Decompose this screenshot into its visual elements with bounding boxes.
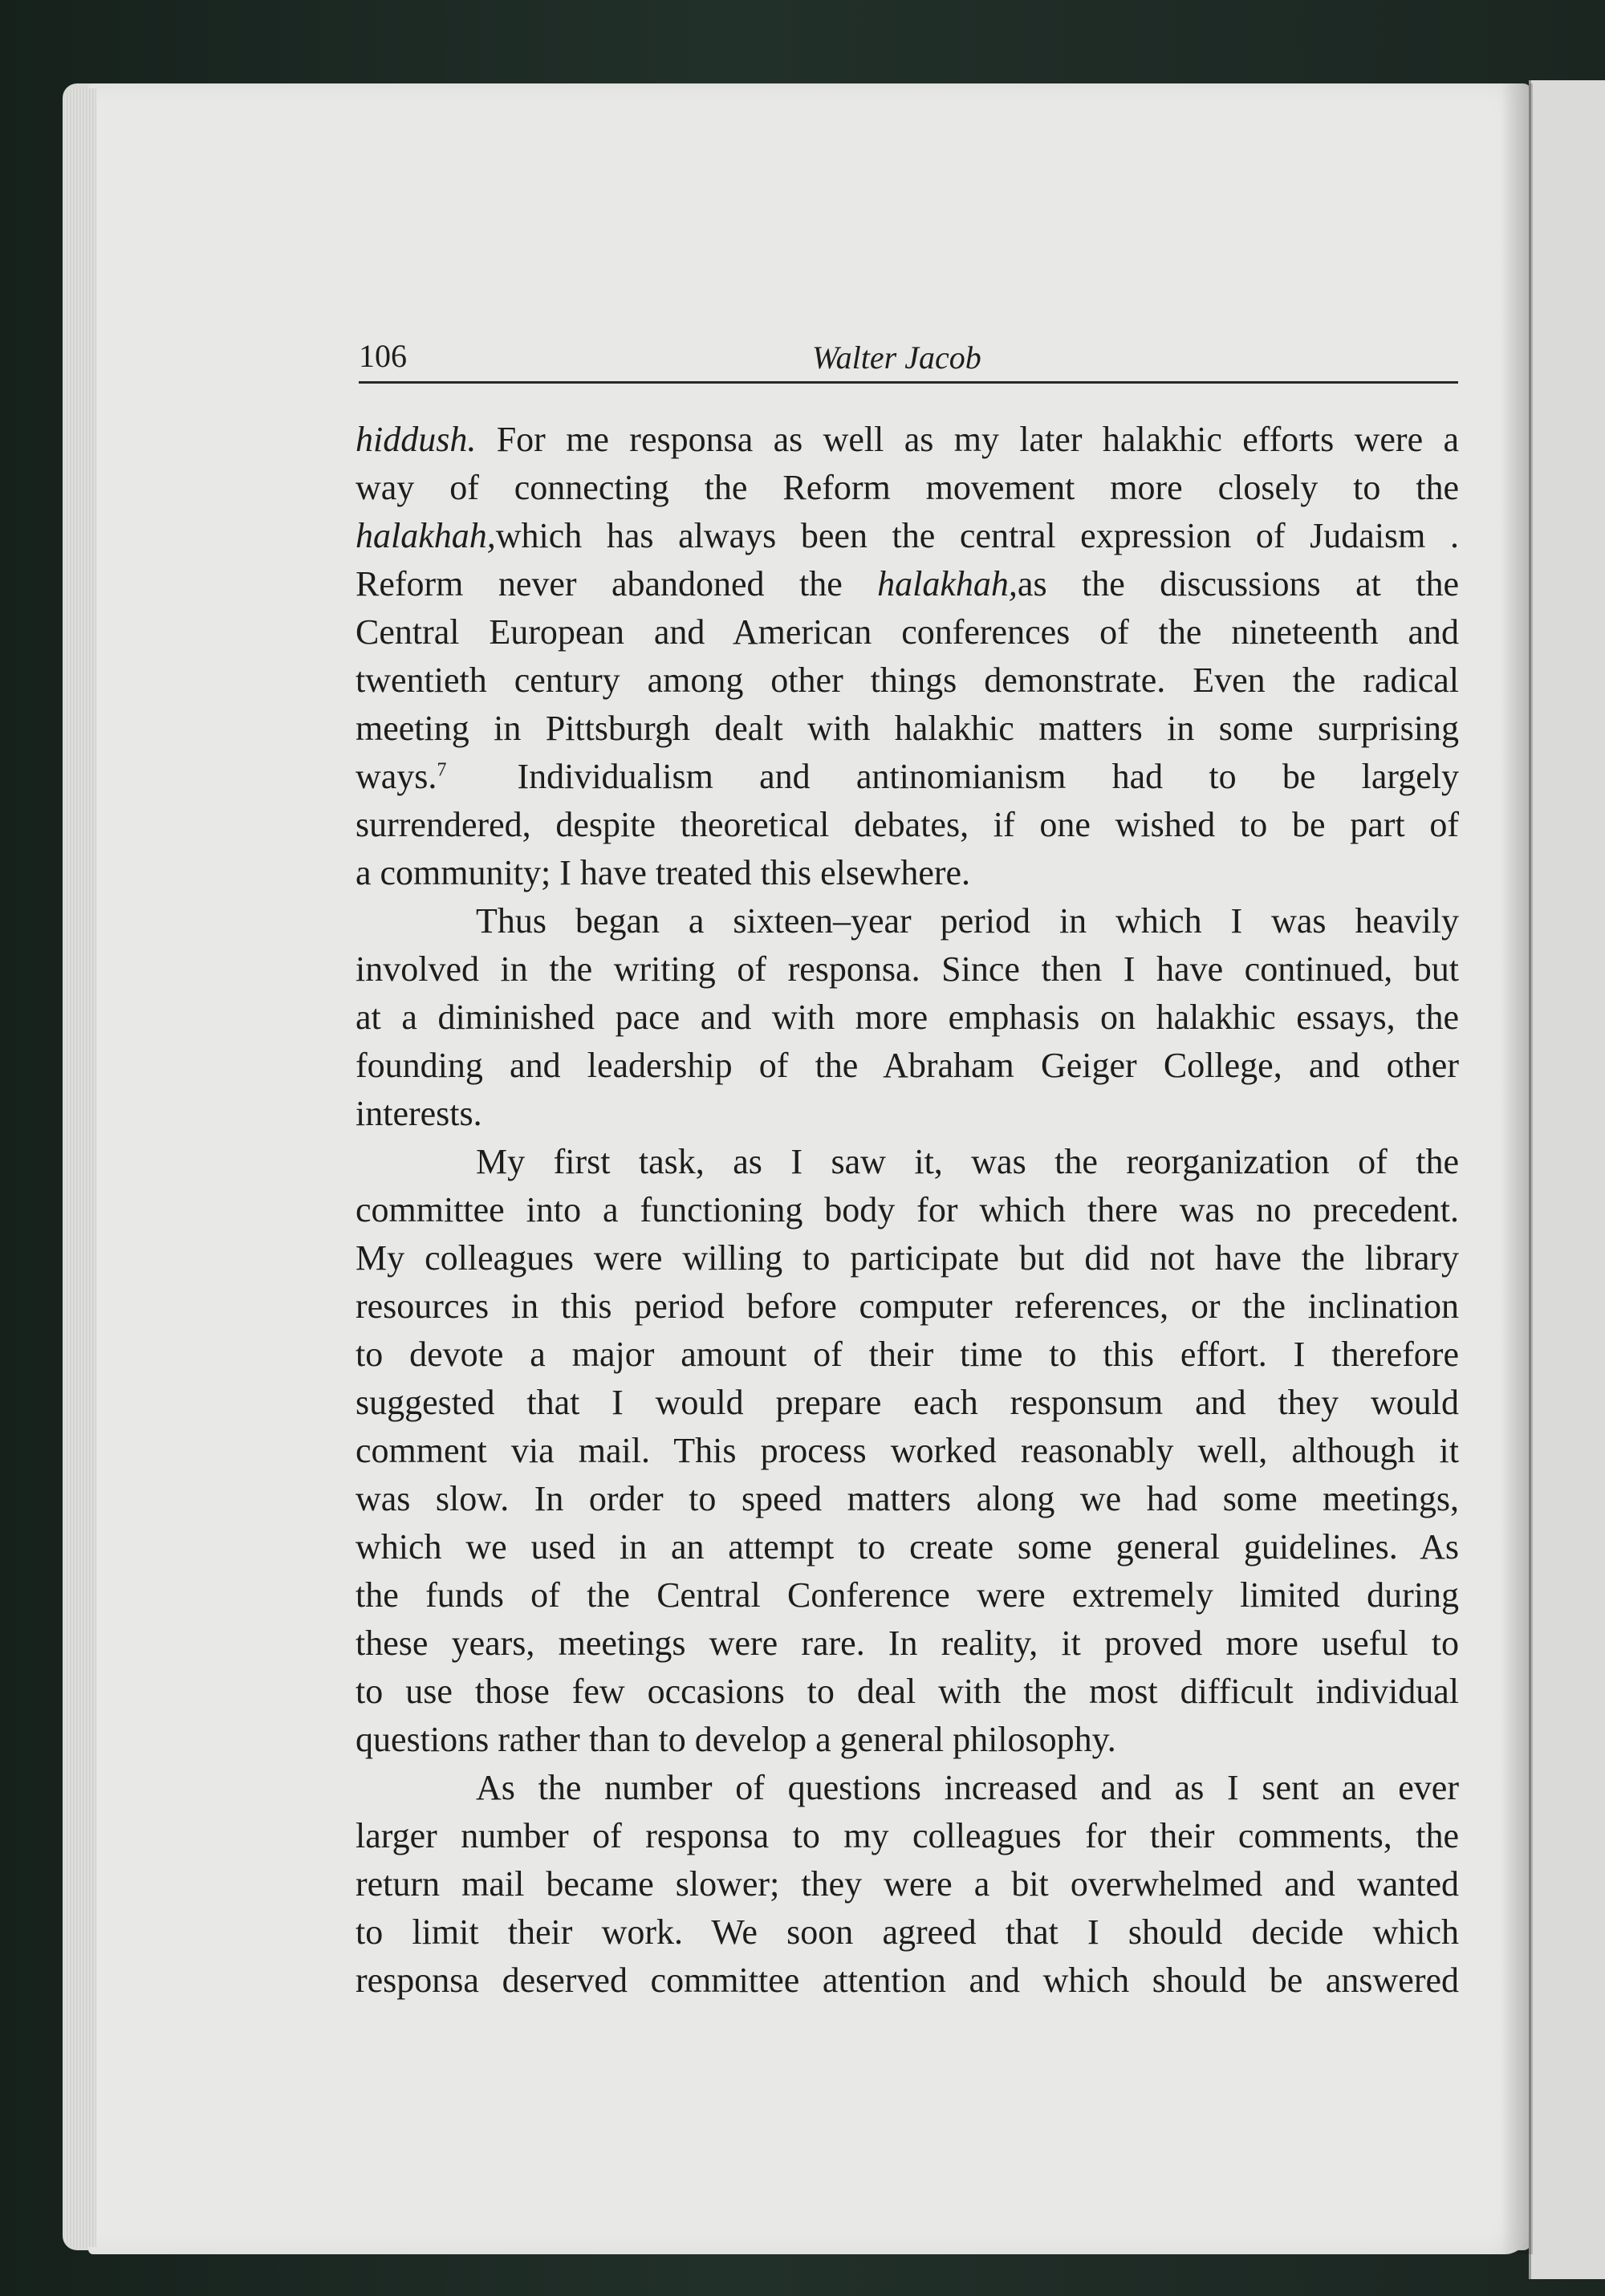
text-line — [356, 656, 1459, 705]
text-line — [356, 1571, 1459, 1619]
page-number: 106 — [359, 338, 407, 374]
text-segment: larger number of responsa to my colleagues for their comments, the — [356, 1816, 1459, 1855]
text-segment: Individualism and antinomianism had to be largely — [517, 757, 1459, 796]
gutter-shadow — [1501, 83, 1533, 2254]
text-line — [356, 608, 1459, 656]
text-segment: to limit their work. We soon agreed that I should decide which — [356, 1912, 1459, 1952]
page-edges — [64, 88, 96, 2247]
body-text — [356, 416, 1459, 2005]
text-line — [356, 512, 1459, 560]
italic-term: hiddush. — [356, 420, 477, 459]
text-line — [356, 1523, 1459, 1571]
text-line — [356, 1234, 1459, 1282]
text-line — [356, 1282, 1459, 1331]
text-segment: Thus began a sixteen–year period in which I was heavily — [476, 901, 1459, 941]
text-line — [356, 994, 1459, 1042]
text-segment: For me responsa as well as my later halakhic efforts were a — [476, 420, 1459, 459]
text-line — [356, 1138, 1459, 1186]
text-segment: which has always been the central expression of Judaism . — [495, 516, 1459, 555]
text-line — [356, 1427, 1459, 1475]
text-segment: a community; I have treated this elsewhere. — [356, 853, 971, 892]
text-segment: suggested that I would prepare each responsum and they would — [356, 1383, 1459, 1422]
text-segment: involved in the writing of responsa. Since then I have continued, but — [356, 949, 1459, 989]
text-segment: return mail became slower; they were a bit overwhelmed and wanted — [356, 1864, 1459, 1904]
text-segment: comment via mail. This process worked reasonably well, although it — [356, 1431, 1459, 1470]
page-header — [359, 335, 1458, 384]
text-line — [356, 1716, 1459, 1764]
text-segment: questions rather than to develop a general philosophy. — [356, 1720, 1116, 1759]
text-segment: ways. — [356, 757, 437, 796]
text-segment: the funds of the Central Conference were extremely limited during — [356, 1575, 1459, 1615]
header-rule — [359, 381, 1458, 384]
text-line — [356, 1042, 1459, 1090]
text-line — [356, 1619, 1459, 1668]
facing-page-edge — [1529, 80, 1605, 2279]
text-segment: way of connecting the Reform movement more closely to the — [356, 468, 1459, 507]
text-segment: as the discussions at the — [1017, 564, 1459, 603]
text-line — [356, 897, 1459, 945]
text-line — [356, 1331, 1459, 1379]
text-line — [356, 1860, 1459, 1908]
text-line — [356, 801, 1459, 849]
text-segment: meeting in Pittsburgh dealt with halakhic matters in some surprising — [356, 709, 1459, 748]
text-segment: twentieth century among other things demonstrate. Even the radical — [356, 660, 1459, 700]
text-segment: was slow. In order to speed matters along we had some meetings, — [356, 1479, 1459, 1518]
text-line — [356, 849, 1459, 897]
text-segment: Reform never abandoned the — [356, 564, 878, 603]
text-segment: these years, meetings were rare. In reality, it proved more useful to — [356, 1623, 1459, 1663]
text-segment: founding and leadership of the Abraham Geiger College, and other — [356, 1046, 1459, 1085]
text-line — [356, 1186, 1459, 1234]
text-line — [356, 1475, 1459, 1523]
footnote-marker: 7 — [437, 759, 447, 781]
text-segment: My first task, as I saw it, was the reorganization of the — [476, 1142, 1459, 1181]
text-segment: As the number of questions increased and as I sent an ever — [476, 1768, 1459, 1807]
text-line — [356, 1764, 1459, 1812]
text-line — [356, 705, 1459, 753]
text-line — [356, 1812, 1459, 1860]
text-segment: responsa deserved committee attention and which should be answered — [356, 1961, 1459, 2000]
text-line — [356, 560, 1459, 608]
text-segment: Central European and American conferences of the nineteenth and — [356, 612, 1459, 652]
text-line — [356, 1090, 1459, 1138]
text-line — [356, 1668, 1459, 1716]
text-line — [356, 753, 1459, 801]
text-segment: interests. — [356, 1094, 482, 1133]
text-segment: at a diminished pace and with more emphasis on halakhic essays, the — [356, 998, 1459, 1037]
running-head: Walter Jacob — [812, 339, 981, 376]
text-segment: committee into a functioning body for which there was no precedent. — [356, 1190, 1459, 1229]
text-segment: to devote a major amount of their time to this effort. I therefore — [356, 1335, 1459, 1374]
text-line — [356, 1957, 1459, 2005]
text-line — [356, 464, 1459, 512]
text-segment: to use those few occasions to deal with the most difficult individual — [356, 1672, 1459, 1711]
text-line — [356, 416, 1459, 464]
text-line — [356, 1379, 1459, 1427]
text-segment: surrendered, despite theoretical debates, if one wished to be part of — [356, 805, 1459, 844]
text-segment: My colleagues were willing to participate but did not have the library — [356, 1238, 1459, 1278]
text-line — [356, 1908, 1459, 1957]
text-segment: which we used in an attempt to create some general guidelines. As — [356, 1527, 1459, 1567]
text-segment: resources in this period before computer references, or the inclination — [356, 1286, 1459, 1326]
italic-term: halakhah, — [877, 564, 1018, 603]
text-line — [356, 945, 1459, 994]
italic-term: halakhah, — [356, 516, 496, 555]
